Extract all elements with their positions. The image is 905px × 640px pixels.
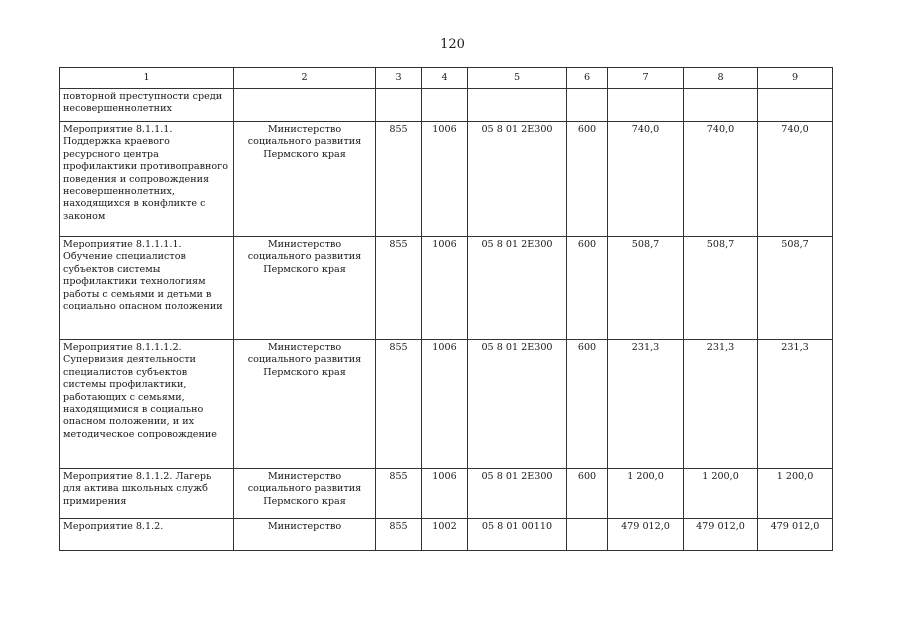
column-header: 9 — [758, 68, 833, 89]
cell-executor: Министерство социального развития Пермского края — [234, 237, 376, 340]
cell-amount: 231,3 — [684, 340, 758, 469]
cell-amount: 508,7 — [684, 237, 758, 340]
table-row — [60, 340, 833, 469]
cell-executor — [234, 89, 376, 122]
cell-amount: 479 012,0 — [608, 519, 684, 551]
cell-amount: 1 200,0 — [608, 469, 684, 519]
cell-code — [376, 89, 422, 122]
cell-section: 1006 — [422, 340, 468, 469]
column-header: 2 — [234, 68, 376, 89]
cell-expense-type: 600 — [567, 469, 608, 519]
cell-target-article: 05 8 01 2Е300 — [468, 122, 567, 237]
column-header: 7 — [608, 68, 684, 89]
cell-measure: Мероприятие 8.1.1.1.2. Супервизия деятельности специалистов субъектов системы профилактики, работающих с семьями, находящимися в социально опасном положении, и их методическое сопровождение — [60, 340, 234, 469]
cell-code: 855 — [376, 237, 422, 340]
cell-amount: 740,0 — [684, 122, 758, 237]
cell-code: 855 — [376, 340, 422, 469]
cell-amount: 231,3 — [608, 340, 684, 469]
cell-section: 1006 — [422, 237, 468, 340]
cell-expense-type: 600 — [567, 237, 608, 340]
cell-executor: Министерство — [234, 519, 376, 551]
cell-code: 855 — [376, 519, 422, 551]
cell-expense-type — [567, 89, 608, 122]
cell-amount: 1 200,0 — [758, 469, 833, 519]
cell-executor: Министерство социального развития Пермского края — [234, 340, 376, 469]
cell-executor: Министерство социального развития Пермского края — [234, 122, 376, 237]
cell-code: 855 — [376, 469, 422, 519]
cell-expense-type — [567, 519, 608, 551]
cell-target-article: 05 8 01 00110 — [468, 519, 567, 551]
cell-amount: 1 200,0 — [684, 469, 758, 519]
header-row — [60, 68, 833, 89]
cell-code: 855 — [376, 122, 422, 237]
cell-expense-type: 600 — [567, 122, 608, 237]
cell-target-article: 05 8 01 2Е300 — [468, 340, 567, 469]
column-header: 1 — [60, 68, 234, 89]
cell-expense-type: 600 — [567, 340, 608, 469]
cell-executor: Министерство социального развития Пермского края — [234, 469, 376, 519]
cell-target-article — [468, 89, 567, 122]
cell-amount: 479 012,0 — [684, 519, 758, 551]
cell-amount: 479 012,0 — [758, 519, 833, 551]
cell-amount — [608, 89, 684, 122]
budget-table — [59, 67, 833, 551]
cell-amount — [684, 89, 758, 122]
column-header: 6 — [567, 68, 608, 89]
cell-section: 1002 — [422, 519, 468, 551]
cell-measure: Мероприятие 8.1.1.2. Лагерь для актива школьных служб примирения — [60, 469, 234, 519]
cell-measure: Мероприятие 8.1.1.1. Поддержка краевого ресурсного центра профилактики противоправного поведения и сопровождения несовершеннолетних, находящихся в конфликте с законом — [60, 122, 234, 237]
cell-section — [422, 89, 468, 122]
cell-target-article: 05 8 01 2Е300 — [468, 237, 567, 340]
cell-amount: 740,0 — [608, 122, 684, 237]
cell-measure: Мероприятие 8.1.1.1.1. Обучение специалистов субъектов системы профилактики технологиям работы с семьями и детьми в социально опасном положении — [60, 237, 234, 340]
cell-target-article: 05 8 01 2Е300 — [468, 469, 567, 519]
column-header: 4 — [422, 68, 468, 89]
column-header: 5 — [468, 68, 567, 89]
table-row — [60, 89, 833, 122]
table-row — [60, 519, 833, 551]
table-row — [60, 122, 833, 237]
cell-amount: 740,0 — [758, 122, 833, 237]
cell-section: 1006 — [422, 122, 468, 237]
cell-measure: повторной преступности среди несовершеннолетних — [60, 89, 234, 122]
column-header: 8 — [684, 68, 758, 89]
cell-amount: 231,3 — [758, 340, 833, 469]
table-row — [60, 237, 833, 340]
cell-amount — [758, 89, 833, 122]
cell-measure: Мероприятие 8.1.2. — [60, 519, 234, 551]
page-number: 120 — [440, 37, 465, 52]
cell-amount: 508,7 — [758, 237, 833, 340]
column-header: 3 — [376, 68, 422, 89]
cell-amount: 508,7 — [608, 237, 684, 340]
cell-section: 1006 — [422, 469, 468, 519]
table-row — [60, 469, 833, 519]
